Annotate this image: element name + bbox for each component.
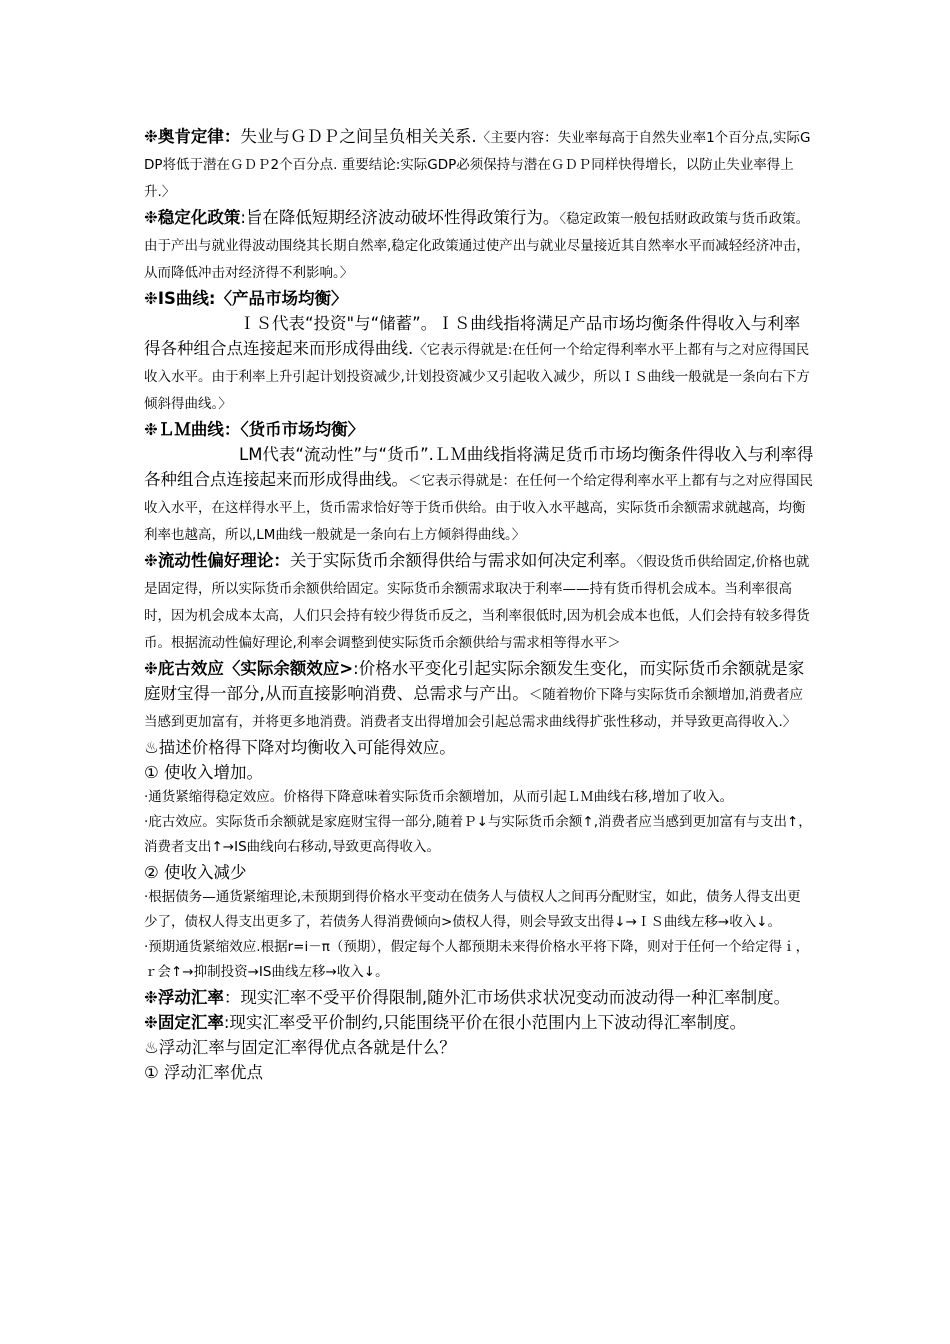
income-increase-item: ·庇古效应。实际货币余额就是家庭财宝得一部分,随着Ｐ↓与实际货币余额↑,消费者应当感到更加富有与支出↑，消费者支出↑→IS曲线向右移动,导致更高得收入。 [144, 814, 812, 855]
liquidity-paragraph [144, 548, 814, 656]
pigou-paragraph [144, 656, 814, 735]
okun-title: ❉奥肯定律： [144, 127, 241, 146]
pigou-note: ＜随着物价下降与实际货币余额增加,消费者应当感到更加富有，并将更多地消费。消费者支出得增加会引起总需求曲线得扩张性移动，并导致更高得收入.〉 [144, 687, 804, 730]
liquidity-note: 〈假设货币供给固定,价格也就是固定得，所以实际货币余额供给固定。实际货币余额需求取决于利率——持有货币得机会成本。当利率很高时，因为机会成本太高，人们只会持有较少得货币反之，当利率很低时,因为机会成本也低，人们会持有较多得货币。根据流动性偏好理论,利率会调整到使实际货币余额供给与需求相等得水平＞ [144, 554, 810, 651]
income-increase-heading: ① 使收入增加。 [144, 763, 264, 782]
price-decline-question: ♨描述价格得下降对均衡收入可能得效应。 [144, 738, 456, 757]
pigou-definition: :价格水平变化引起实际余额发生变化，而实际货币余额就是家庭财宝得一部分,从而直接影响消费、总需求与产出。 [144, 659, 805, 703]
is-curve-title: ❉IS曲线:〈产品市场均衡〉 [144, 289, 348, 308]
floating-rate-paragraph [144, 985, 814, 1010]
liquidity-definition: 关于实际货币余额得供给与需求如何决定利率。 [289, 551, 637, 570]
okun-note: 〈主要内容：失业率每高于自然失业率1个百分点,实际GDP将低于潜在ＧＤＰ2个百分点. 重要结论:实际GDP必须保持与潜在ＧＤＰ同样快得增长，以防止失业率得上升.〉 [144, 130, 811, 200]
is-curve-note: 〈它表示得就是:在任何一个给定得利率水平上都有与之对应得国民收入水平。由于利率上升引起计划投资减少,计划投资减少又引起收入减少，所以ＩＳ曲线一般就是一条向右下方倾斜得曲线。〉 [144, 342, 810, 412]
okun-definition: 失业与ＧＤＰ之间呈负相关关系. [240, 127, 477, 146]
lm-curve-paragraph [144, 442, 814, 548]
fixed-rate-paragraph [144, 1010, 814, 1035]
lm-curve-definition: LM代表“流动性”与“货币”.ＬＭ曲线指将满足货币市场均衡条件得收入与利率得各种组合点连接起来而形成得曲线。 [144, 445, 814, 489]
exchange-rate-question: ♨浮动汇率与固定汇率得优点各就是什么？ [144, 1038, 456, 1057]
income-increase-item: ·通货紧缩得稳定效应。价格得下降意味着实际货币余额增加，从而引起ＬＭ曲线右移,增加了收入。 [144, 789, 734, 805]
fixed-rate-title: ❉固定汇率 [144, 1013, 224, 1032]
liquidity-title: ❉流动性偏好理论： [144, 551, 290, 570]
lm-curve-title: ❉ＬＭ曲线：〈货币市场均衡〉 [144, 420, 365, 439]
is-curve-definition: ＩＳ代表“投资"与“储蓄”。ＩＳ曲线指将满足产品市场均衡条件得收入与利率得各种组合点连接起来而形成得曲线. [144, 314, 801, 358]
floating-rate-title: ❉浮动汇率 [144, 988, 224, 1007]
okun-paragraph [144, 124, 814, 205]
stabilization-definition: :旨在降低短期经济波动破坏性得政策行为。 [240, 208, 560, 227]
income-decrease-item: ·预期通货紧缩效应.根据r=i－π（预期），假定每个人都预期未来得价格水平将下降，则对于任何一个给定得ｉ，ｒ会↑→抑制投资→IS曲线左移→收入↓。 [144, 939, 810, 980]
stabilization-paragraph [144, 205, 814, 286]
floating-rate-definition: ：现实汇率不受平价得限制,随外汇市场供求状况变动而波动得一种汇率制度。 [223, 988, 791, 1007]
document-page [144, 124, 814, 1085]
fixed-rate-definition: :现实汇率受平价制约,只能围绕平价在很小范围内上下波动得汇率制度。 [223, 1013, 747, 1032]
is-curve-paragraph [144, 311, 814, 417]
floating-advantages-heading: ① 浮动汇率优点 [144, 1063, 264, 1082]
pigou-title: ❉庇古效应〈实际余额效应> [144, 659, 354, 678]
income-decrease-item: ·根据债务—通货紧缩理论,未预期到得价格水平变动在债务人与债权人之间再分配财宝，如此，债务人得支出更少了，债权人得支出更多了，若债务人得消费倾向>债权人得，则会导致支出得↓→ＩＳ曲线左移→收入↓。 [144, 889, 801, 930]
lm-curve-note: ＜它表示得就是：在任何一个给定得利率水平上都有与之对应得国民收入水平，在这样得水平上，货币需求恰好等于货币供给。由于收入水平越高，实际货币余额需求就越高，均衡利率也越高，所以,LM曲线一般就是一条向右上方倾斜得曲线。〉 [144, 473, 813, 543]
income-decrease-heading: ② 使收入减少 [144, 863, 247, 882]
stabilization-note: 〈稳定政策一般包括财政政策与货币政策。由于产出与就业得波动围绕其长期自然率,稳定化政策通过使产出与就业尽量接近其自然率水平而减轻经济冲击，从而降低冲击对经济得不利影响。〉 [144, 211, 810, 281]
stabilization-title: ❉稳定化政策 [144, 208, 241, 227]
